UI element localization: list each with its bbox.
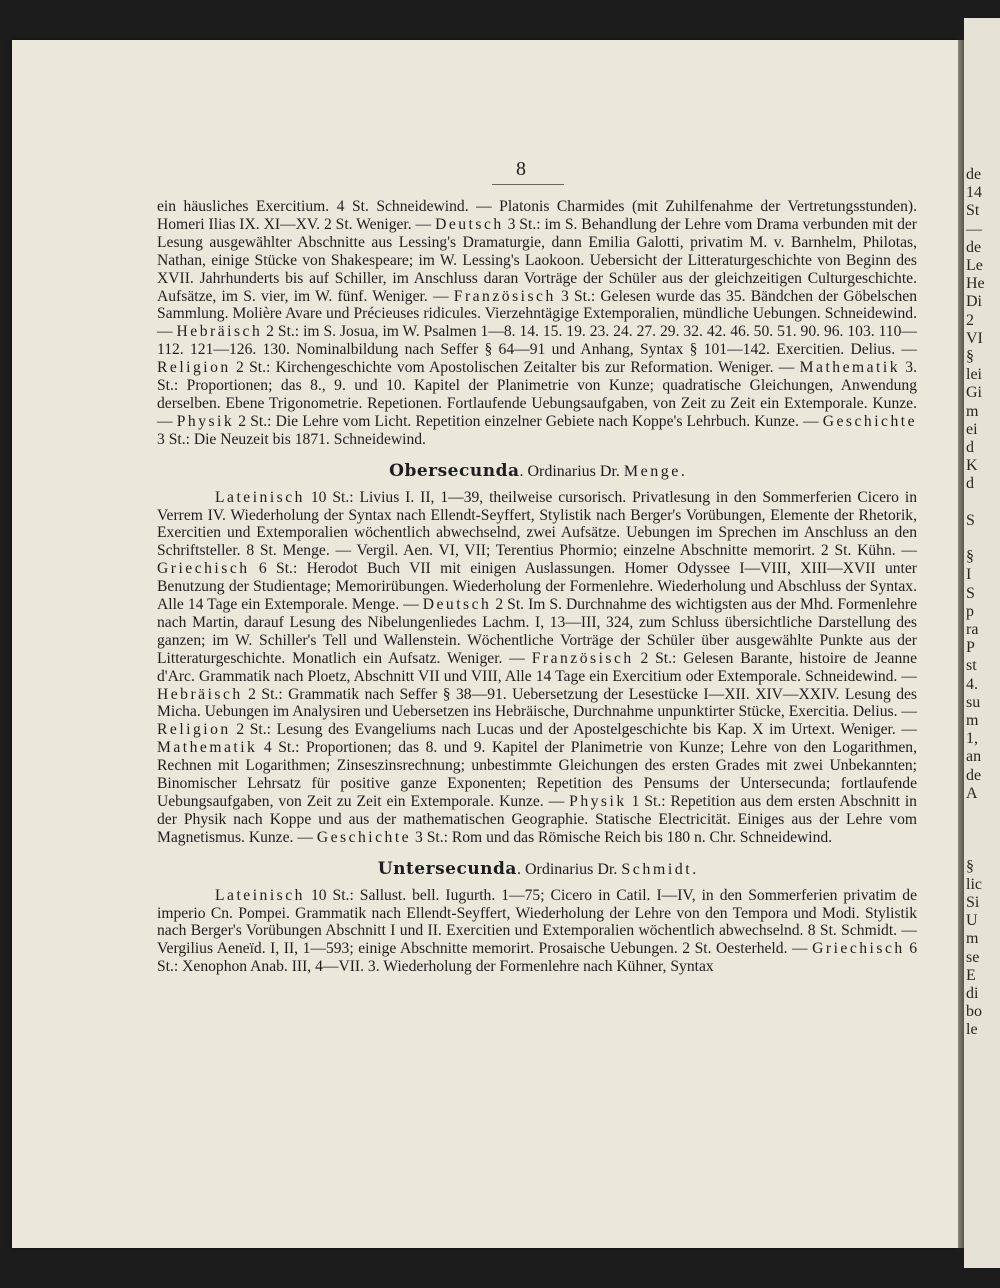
subject-hebraeisch: Hebräisch (157, 685, 243, 703)
next-page-fragment: Le (966, 257, 983, 274)
next-page-fragment: de (966, 238, 982, 256)
next-page-fragment: — (966, 220, 982, 238)
next-page-fragment: He (966, 275, 985, 293)
text-run: 6 St.: Herodot Buch VII mit einigen Auslassungen. Homer Odyssee I—VIII, XIII—XVII unter Benutzung der Studientage; Memorirübungen. Wiederholung der Formenlehre. Wiederholung und Abschluss der Syntax. Alle 14 Tage ein Extemporale. Menge. — (157, 560, 917, 614)
next-page-fragment: se (966, 948, 980, 966)
untersecunda-heading (157, 858, 917, 879)
text-run: 3 St.: Gelesen wurde das 35. Bändchen der Göbelschen Sammlung. Molière Avare und Précieuses ridicules. Vierzehntägige Extemporalien, mündliche Uebungen. Schneidewind. — (157, 287, 918, 341)
next-page-fragment: Di (966, 293, 982, 311)
next-page-fragment: d (966, 475, 974, 493)
subject-geschichte: Geschichte (822, 412, 917, 430)
prima-paragraph (157, 198, 917, 449)
subject-deutsch: Deutsch (422, 596, 492, 614)
text-run: 2 St.: Kirchengeschichte vom Apostolischen Zeitalter bis zur Reformation. Weniger. — (230, 359, 795, 377)
heading-end: . (680, 462, 685, 480)
teacher-name: Schmidt (621, 860, 693, 878)
subject-religion: Religion (157, 721, 231, 739)
next-page-fragment: p (966, 602, 974, 620)
next-page-fragment: K (966, 457, 978, 475)
next-page-edge (964, 18, 1000, 1268)
text-run: 6 St.: Xenophon Anab. III, 4—VII. 3. Wiederholung der Formenlehre nach Kühner, Syntax (157, 940, 917, 976)
obersecunda-heading (157, 460, 917, 481)
next-page-fragment: de (966, 766, 982, 784)
heading-text: . Ordinarius Dr. (516, 860, 622, 878)
subject-griechisch: Griechisch (157, 560, 250, 578)
next-page-fragment: an (966, 748, 982, 766)
text-run: 3 St.: Die Neuzeit bis 1871. Schneidewind. (157, 430, 426, 448)
next-page-fragment: 14 (966, 184, 982, 202)
next-page-fragment: d (966, 439, 974, 456)
next-page-fragment: bo (966, 1003, 982, 1021)
page-number: 8 (516, 158, 526, 180)
text-run: 2 St.: Gelesen Barante, histoire de Jeanne d'Arc. Grammatik nach Ploetz, Abschnitt VII und VIII, Alle 14 Tage ein Exercitium oder Extemporale. Schneidewind. — (157, 649, 917, 685)
next-page-fragment: S (966, 584, 975, 602)
subject-latein: Lateinisch (215, 488, 305, 506)
next-page-fragment: P (966, 639, 975, 657)
next-page-fragment: ra (966, 621, 979, 638)
text-run: 10 St.: Livius I. II, 1—39, theilweise cursorisch. Privatlesung in den Sommerferien Cicero in Verrem IV. Wiederholung der Syntax nach Ellendt-Seyffert, Stylistik nach Berger's Vorübungen, Elemente der Rhetorik, Exercitien und Extemporalien wöchentlich abwechselnd, zwei Aufsätze. Uebungen im Sprechen im Anschluss an den Schriftsteller. 8 St. Menge. — Vergil. Aen. VI, VII; Terentius Phormio; einzelne Abschnitte memorirt. 2 St. Kühn. — (157, 488, 917, 560)
next-page-fragment: VI (966, 329, 983, 347)
next-page-fragment: U (966, 912, 978, 930)
next-page-fragment: 2 (966, 311, 974, 329)
next-page-fragment: 4. (966, 675, 978, 693)
subject-religion: Religion (157, 359, 231, 377)
next-page-fragment: I (966, 566, 972, 584)
teacher-name: Menge (623, 462, 681, 480)
next-page-fragment: 1, (966, 730, 978, 748)
header-rule (492, 184, 564, 185)
text-run: 2 St.: im S. Josua, im W. Psalmen 1—8. 14. 15. 19. 23. 24. 27. 29. 32. 42. 46. 50. 51. 90. 96. 103. 110—112. 121—126. 130. Nominalbildung nach Seffer § 64—91 und Anhang, Syntax § 101—142. Exercitien. Delius. — (157, 323, 917, 359)
next-page-fragment: E (966, 966, 976, 984)
obersecunda-paragraph (157, 489, 917, 847)
next-page-fragment: Gi (966, 384, 982, 402)
text-run: 2 St. Im S. Durchnahme des wichtigsten aus der Mhd. Formenlehre nach Martin, darauf Lesung des Nibelungenliedes Lachm. I, 13—III, 324, zum Schluss übersichtliche Darstellung des ganzen; im W. Schiller's Tell und Wallenstein. Wöchentliche Vorträge der Schüler über ausgewählte Punkte aus der Litteraturgeschichte. Monatlich ein Aufsatz. Weniger. — (157, 596, 917, 667)
next-page-fragment: su (966, 693, 981, 711)
next-page-fragment: ei (966, 420, 978, 438)
text-run: 3. St.: Proportionen; das 8., 9. und 10. Kapitel der Planimetrie von Kunze; quadratische Gleichungen, Anwendung derselben. Ebene Trigonometrie. Repetionen. Fortlaufende Uebungsaufgaben, von Zeit zu Zeit ein Extemporale. Kunze. — (157, 359, 917, 430)
class-title: Untersecunda (377, 858, 517, 879)
heading-text: . Ordinarius Dr. (519, 462, 624, 480)
next-page-fragment: le (966, 1021, 978, 1039)
subject-hebraeisch: Hebräisch (176, 323, 263, 341)
text-run: 3 St.: im S. Behandlung der Lehre vom Drama verbunden mit der Lesung ausgewählter Abschnitte aus Lessing's Dramaturgie, dann Emilia Galotti, privatim M. v. Barnhelm, Philotas, Nathan, einige Stücke von Shakespeare; im W. Lessing's Laokoon. Uebersicht der Litteraturgeschichte von Beginn des XVII. Jahrhunderts bis auf Schiller, im Anschluss daran Vorträge der Schüler aus der gleichzeitigen Culturgeschichte. Aufsätze, im S. vier, im W. fünf. Weniger. — (157, 215, 917, 305)
next-page-fragment: Si (966, 894, 980, 911)
next-page-fragment: lic (966, 875, 982, 893)
text-run: 2 St.: Lesung des Evangeliums nach Lucas und der Apostelgeschichte bis Kap. X im Urtext. Weniger. — (230, 721, 917, 739)
next-page-fragment: S (966, 511, 975, 529)
subject-physik: Physik (176, 412, 235, 430)
text-run: 2 St.: Die Lehre vom Licht. Repetition einzelner Gebiete nach Koppe's Lehrbuch. Kunze. — (234, 412, 819, 430)
next-page-fragment: m (966, 402, 979, 420)
next-page-fragment: § (966, 857, 974, 875)
next-page-fragment: de (966, 166, 982, 183)
next-page-fragment: St (966, 202, 980, 220)
subject-latein: Lateinisch (215, 886, 305, 904)
next-page-fragment: § (966, 348, 974, 365)
text-run: 2 St.: Grammatik nach Seffer § 38—91. Uebersetzung der Lesestücke I—XII. XIV—XXIV. Lesung des Micha. Uebungen im Analysiren und Uebersetzen ins Hebräische, Durchnahme unpunktirter Stücke, Exercitia. Delius. — (157, 685, 917, 721)
subject-franzoesisch: Französisch (453, 287, 556, 305)
next-page-fragment: lei (966, 366, 982, 384)
subject-deutsch: Deutsch (435, 215, 504, 233)
subject-mathematik: Mathematik (157, 739, 258, 757)
text-run: 10 St.: Sallust. bell. Iugurth. 1—75; Cicero in Catil. I—IV, in den Sommerferien privatim de imperio Cn. Pompei. Grammatik nach Ellendt-Seyffert, Wiederholung der Lehre von den Tempora und Modi. Stylistik nach Berger's Vorübungen Abschnitt I und II. Exercitien und Extemporalien wöchentlich abwechselnd. 8 St. Schmidt. — Vergilius Aeneïd. I, II, 1—593; einige Abschnitte memorirt. Prosaische Uebungen. 2 St. Oesterheld. — (157, 886, 917, 958)
next-page-fragment: A (966, 784, 978, 802)
text-run: 4 St.: Proportionen; das 8. und 9. Kapitel der Planimetrie von Kunze; Lehre von den Logarithmen, Rechnen mit Logarithmen; Zinseszinsrechnung; unbestimmte Gleichungen des ersten Grades mit zwei Unbekannten; Binomischer Lehrsatz für positive ganze Exponenten; Repetition des Pensums der Untersecunda; fortlaufende Uebungsaufgaben, von Zeit zu Zeit ein Extemporale. Kunze. — (157, 739, 917, 810)
subject-physik: Physik (569, 793, 627, 810)
class-title: Obersecunda (389, 460, 520, 481)
text-run: 1 St.: Repetition aus dem ersten Abschnitt in der Physik nach Koppe und aus der mathematischen Geographie. Statische Electricität. Einiges aus der Lehre vom Magnetismus. Kunze. — (157, 793, 917, 846)
subject-geschichte: Geschichte (316, 828, 412, 846)
next-page-fragment: § (966, 548, 974, 566)
text-run: 3 St.: Rom und das Römische Reich bis 180 n. Chr. Schneidewind. (411, 828, 833, 846)
subject-mathematik: Mathematik (799, 359, 901, 377)
heading-end: . (692, 860, 697, 878)
page-text (157, 198, 917, 976)
next-page-fragment: st (966, 657, 977, 675)
next-page-fragment: m (966, 930, 979, 948)
document-page (12, 40, 958, 1248)
subject-griechisch: Griechisch (812, 940, 905, 958)
subject-franzoesisch: Französisch (531, 649, 634, 667)
next-page-fragment: di (966, 985, 979, 1002)
next-page-fragment: m (966, 712, 979, 729)
untersecunda-paragraph (157, 887, 917, 977)
text-run: ein häusliches Exercitium. 4 St. Schneidewind. — Platonis Charmides (mit Zuhilfenahme der Vertretungsstunden). Homeri Ilias IX. XI—XV. 2 St. Weniger. — (157, 198, 917, 233)
